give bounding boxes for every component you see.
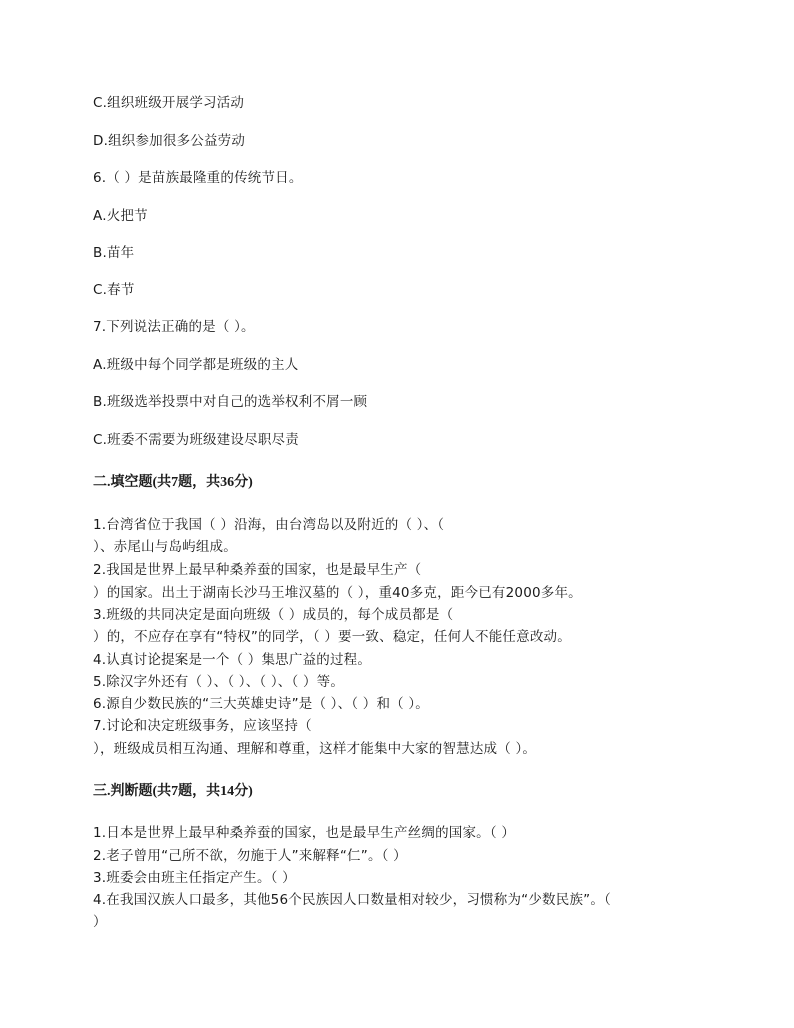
fill-blank-line: 3.班级的共同决定是面向班级（ ）成员的，每个成员都是（ (93, 607, 454, 623)
q6-option-c: C.春节 (93, 282, 135, 298)
fill-blank-line: 1.台湾省位于我国（ ）沿海，由台湾岛以及附近的（ ）、（ (93, 517, 445, 533)
fill-blank-line: 7.讨论和决定班级事务，应该坚持（ (93, 718, 312, 734)
true-false-line: ） (93, 914, 107, 930)
fill-blank-line: ）、赤尾山与岛屿组成。 (93, 539, 237, 555)
fill-blank-line: 4.认真讨论提案是一个（ ）集思广益的过程。 (93, 652, 372, 668)
fill-blank-line: ）的，不应存在享有“特权”的同学，（ ）要一致、稳定，任何人不能任意改动。 (93, 629, 571, 645)
true-false-heading: 三.判断题(共7题，共14分) (93, 784, 253, 799)
true-false-line: 4.在我国汉族人口最多，其他56个民族因人口数量相对较少，习惯称为“少数民族”。（ (93, 892, 611, 908)
q6-option-a: A.火把节 (93, 208, 148, 224)
fill-blank-line: ），班级成员相互沟通、理解和尊重，这样才能集中大家的智慧达成（ ）。 (93, 741, 537, 757)
fill-blank-line: ）的国家。出土于湖南长沙马王堆汉墓的（ ），重40多克，距今已有2000多年。 (93, 585, 582, 601)
true-false-line: 3.班委会由班主任指定产生。（ ） (93, 870, 296, 886)
q7-option-c: C.班委不需要为班级建设尽职尽责 (93, 432, 299, 448)
q6-option-b: B.苗年 (93, 245, 135, 261)
fill-blank-heading: 二.填空题(共7题，共36分) (93, 475, 253, 490)
q6-stem: 6.（ ）是苗族最隆重的传统节日。 (93, 170, 303, 186)
fill-blank-line: 6.源自少数民族的“三大英雄史诗”是（ ）、（ ）和（ ）。 (93, 696, 429, 712)
q7-option-b: B.班级选举投票中对自己的选举权利不屑一顾 (93, 394, 368, 410)
fill-blank-line: 2.我国是世界上最早种桑养蚕的国家，也是最早生产（ (93, 562, 422, 578)
q5-option-c: C.组织班级开展学习活动 (93, 95, 245, 111)
fill-blank-line: 5.除汉字外还有（ ）、（ ）、（ ）、（ ）等。 (93, 674, 345, 690)
q7-stem: 7.下列说法正确的是（ ）。 (93, 319, 255, 335)
true-false-line: 2.老子曾用“己所不欲，勿施于人”来解释“仁”。（ ） (93, 848, 407, 864)
q7-option-a: A.班级中每个同学都是班级的主人 (93, 357, 299, 373)
q5-option-d: D.组织参加很多公益劳动 (93, 133, 246, 149)
true-false-line: 1.日本是世界上最早种桑养蚕的国家，也是最早生产丝绸的国家。（ ） (93, 825, 516, 841)
